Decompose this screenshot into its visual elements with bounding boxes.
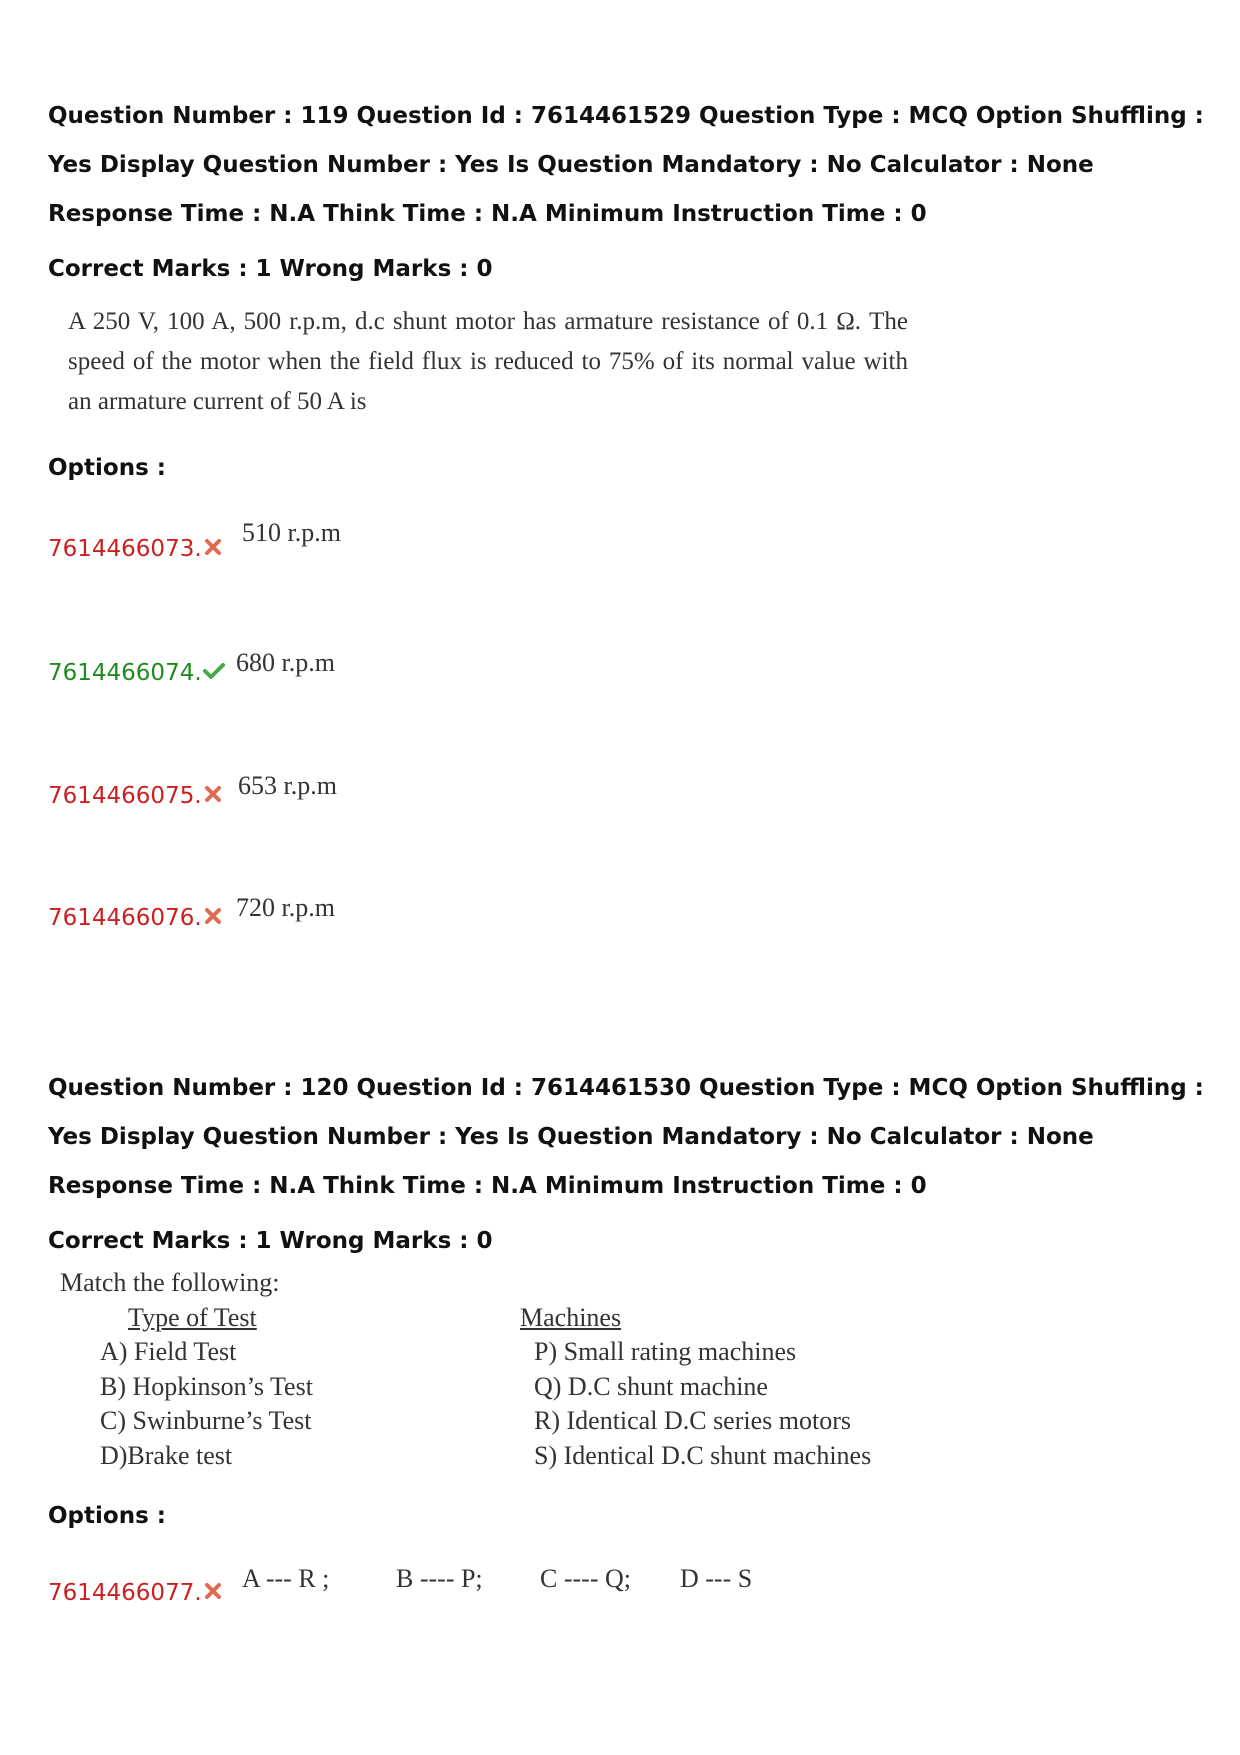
option-id: 7614466073. bbox=[48, 536, 202, 562]
option-combo-part: D --- S bbox=[680, 1564, 753, 1593]
check-icon bbox=[203, 662, 225, 680]
cross-icon bbox=[204, 907, 222, 925]
cross-icon bbox=[204, 1582, 222, 1600]
match-left-item: C) Swinburne’s Test bbox=[100, 1406, 312, 1435]
question-stem: A 250 V, 100 A, 500 r.p.m, d.c shunt motor has armature resistance of 0.1 Ω. The speed of the motor when the field flux is reduced to 75% of its normal value with an armature current of 50 A is bbox=[68, 308, 908, 415]
question-meta: Question Number : 119 Question Id : 7614461529 Question Type : MCQ Option Shuffling : Yes Display Question Number : Yes Is Question Mandatory : No Calculator : None Response Time : N.A Think Time : N.A Minimum Instruction Time : 0 bbox=[48, 103, 1204, 227]
match-right-item: P) Small rating machines bbox=[534, 1337, 797, 1366]
option-combo-part: C ---- Q; bbox=[540, 1564, 631, 1593]
match-right-item: S) Identical D.C shunt machines bbox=[534, 1441, 872, 1470]
option-text: 680 r.p.m bbox=[236, 648, 335, 677]
option-id: 7614466075. bbox=[48, 783, 202, 809]
options-label: Options : bbox=[48, 1503, 166, 1529]
match-left-item: B) Hopkinson’s Test bbox=[100, 1372, 313, 1401]
match-right-item: Q) D.C shunt machine bbox=[534, 1372, 768, 1401]
option-combo-part: A --- R ; bbox=[242, 1564, 330, 1593]
column-heading-machines: Machines bbox=[520, 1303, 622, 1332]
match-left-item: A) Field Test bbox=[100, 1337, 237, 1366]
match-intro: Match the following: bbox=[60, 1268, 280, 1297]
question-meta: Question Number : 120 Question Id : 7614461530 Question Type : MCQ Option Shuffling : Yes Display Question Number : Yes Is Question Mandatory : No Calculator : None Response Time : N.A Think Time : N.A Minimum Instruction Time : 0 bbox=[48, 1075, 1204, 1199]
cross-icon bbox=[204, 785, 222, 803]
question-marks: Correct Marks : 1 Wrong Marks : 0 bbox=[48, 1228, 493, 1254]
option-text: 720 r.p.m bbox=[236, 893, 335, 922]
match-left-item: D)Brake test bbox=[100, 1441, 233, 1470]
option-id: 7614466076. bbox=[48, 905, 202, 931]
cross-icon bbox=[204, 538, 222, 556]
options-label: Options : bbox=[48, 455, 166, 481]
column-heading-test: Type of Test bbox=[128, 1303, 257, 1332]
question-marks: Correct Marks : 1 Wrong Marks : 0 bbox=[48, 256, 493, 282]
option-text: 510 r.p.m bbox=[242, 518, 341, 547]
match-right-item: R) Identical D.C series motors bbox=[534, 1406, 851, 1435]
option-id: 7614466074. bbox=[48, 660, 202, 686]
option-text: 653 r.p.m bbox=[238, 771, 337, 800]
option-combo-part: B ---- P; bbox=[396, 1564, 483, 1593]
option-id: 7614466077. bbox=[48, 1580, 202, 1606]
